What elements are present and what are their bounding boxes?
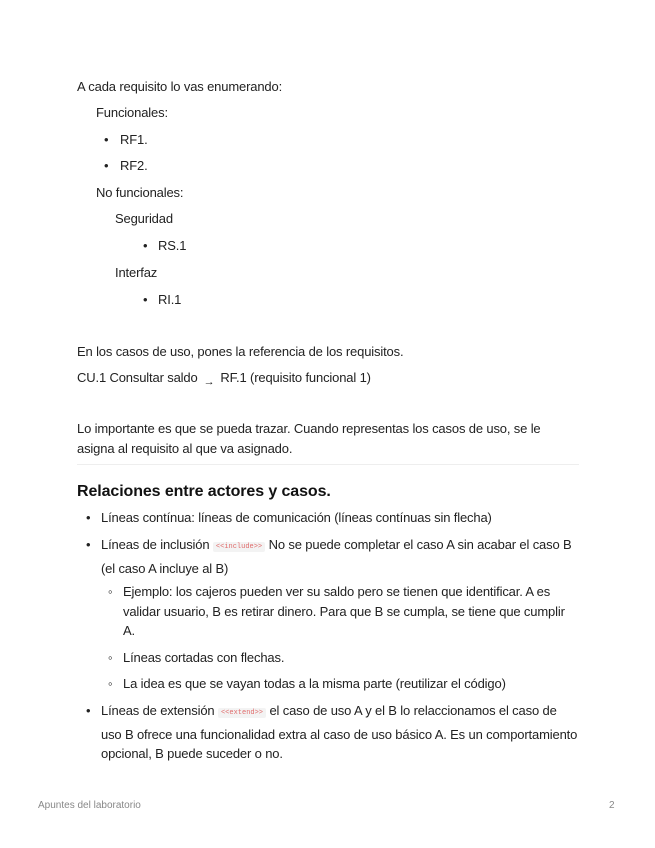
bullet-disc (86, 508, 91, 528)
functional-label: Funcionales: (96, 105, 168, 120)
list-item: Líneas contínua: líneas de comunicación (líneas contínuas sin flecha) (101, 510, 492, 525)
sub-list-item: La idea es que se vayan todas a la misma parte (reutilizar el código) (123, 676, 506, 691)
include-tag: <<include>> (213, 542, 265, 552)
extend-label: Líneas de extensión (101, 703, 215, 718)
section-title: Relaciones entre actores y casos. (77, 483, 331, 500)
sub-list-item: Líneas cortadas con flechas. (123, 650, 285, 665)
list-item: RI.1 (158, 292, 182, 307)
trace-left: CU.1 Consultar saldo (77, 370, 198, 385)
bullet-disc (86, 701, 91, 721)
list-item: RF2. (120, 158, 148, 173)
trace-paragraph: Lo importante es que se pueda trazar. Cuando representas los casos de uso, se le asigna al requisito al que va asignado. (77, 421, 541, 456)
extend-tag: <<extend>> (218, 708, 266, 718)
extend-desc: el caso de uso A y el B lo relaccionamos el caso de uso B ofrece una funcionalidad extra al caso de uso básico A. Es un comportamiento opcional, B puede suceder o no. (101, 703, 578, 761)
non-functional-label: No funcionales: (96, 185, 184, 200)
list-item: RF1. (120, 132, 148, 147)
security-label: Seguridad (115, 211, 173, 226)
trace-example (77, 368, 371, 390)
page-number: 2 (609, 800, 615, 811)
use-cases-ref-text: En los casos de uso, pones la referencia de los requisitos. (77, 344, 404, 359)
bullet-disc (86, 535, 91, 555)
trace-right: RF.1 (requisito funcional 1) (220, 370, 371, 385)
include-desc: No se puede completar el caso A sin acabar el caso B (el caso A incluye al B) (101, 537, 572, 576)
footer-title: Apuntes del laboratorio (38, 800, 141, 811)
list-item: RS.1 (158, 238, 187, 253)
bullet-circle (108, 648, 113, 668)
interface-label: Interfaz (115, 265, 158, 280)
sub-list-item: Ejemplo: los cajeros pueden ver su saldo pero se tienen que identificar. A es validar usuario, B es retirar dinero. Para que B se cumpla, se tiene que cumplir A. (123, 584, 565, 638)
bullet-circle (108, 674, 113, 694)
bullet-disc (143, 290, 148, 310)
bullet-disc (143, 236, 148, 256)
list-item (101, 535, 579, 578)
include-label: Líneas de inclusión (101, 537, 210, 552)
arrow-right-icon: → (203, 376, 215, 388)
bullet-disc (104, 156, 109, 176)
bullet-disc (104, 130, 109, 150)
divider (77, 464, 579, 465)
bullet-circle (108, 582, 113, 602)
intro-text: A cada requisito lo vas enumerando: (77, 79, 283, 94)
list-item (101, 701, 579, 764)
